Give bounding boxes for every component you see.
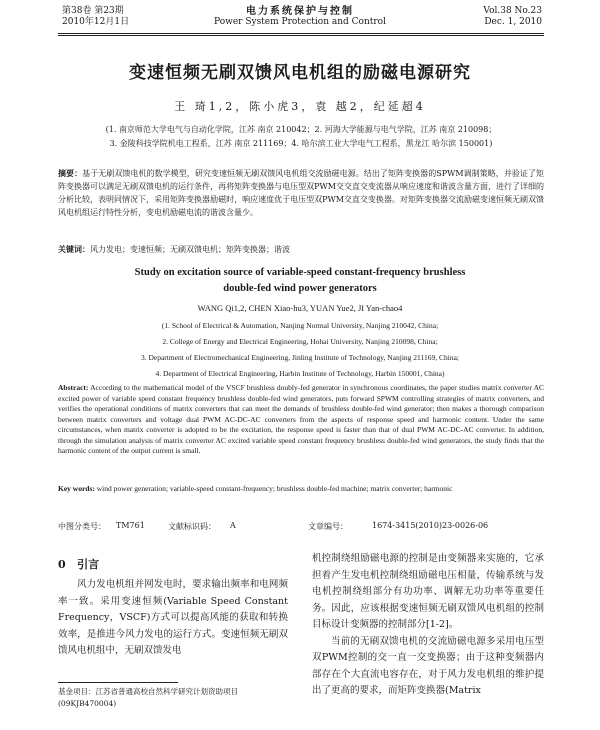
header-date-en: Dec. 1, 2010 <box>484 17 542 27</box>
abstract-en-label: Abstract: <box>58 383 89 392</box>
body-right-column <box>312 551 544 700</box>
section-title: 引言 <box>77 558 100 571</box>
keywords-en <box>58 484 544 495</box>
header-vol-no: Vol.38 No.23 <box>483 6 542 16</box>
abstract-cn-label: 摘要： <box>58 168 83 178</box>
header-date-cn: 2010年12月1日 <box>62 17 130 27</box>
doc-code-value: A <box>230 521 236 530</box>
doc-code-label: 文献标识码： <box>168 522 216 531</box>
paper-title-cn: 变速恒频无刷双馈风电机组的励磁电源研究 <box>129 63 471 83</box>
keywords-cn <box>58 243 544 256</box>
abstract-cn-text: 基于无刷双馈电机的数学模型，研究变速恒频无刷双馈风电机组交流励磁电源。结出了矩阵变换器的SPWM调制策略，并验证了矩阵变换器可以满足无刷双馈电机的运行条件，再将矩阵变换器与电压型双PWM交交直交变流器从响应速度和谐波含量方面，进行了详细的分析比较，表明同情况下，采用矩阵变换器励磁时，响应速度优于电压型双PWM交直交变换器。对矩阵变换器交流励磁变速恒频无刷双馈风电机组运行特性分析，变电机励磁电流的谐波含量少。 <box>58 169 545 217</box>
abstract-en-text: According to the mathematical model of the VSCF brushless doubly-fed generator in synchronous coordinates, the paper studies matrix converter AC excited power of variable speed constant frequency brushless double-fed wind generators, puts forward SPWM controlling strategies of matrix converters, and verifies the operational conditions of matrix converters that can meet the demands of brushless double-fed wind generator; then makes a thorough comparison between matrix converters and voltage dual PWM AC-DC-AC converters from the aspects of response speed and harmonic content. Under the same circumstances, when matrix converter is adopted to be the excitation, the response speed is faster than that of dual PWM AC-DC-AC converter. In addition, through the simulation analysis of matrix converter AC excited variable speed constant frequency brushless double-fed wind generators, the study finds that the harmonic content of the output current is small. <box>58 383 544 455</box>
clc-value: TM761 <box>116 521 145 530</box>
affiliation-en-line-4: 4. Department of Electrical Engineering, Harbin Institute of Technology, Harbin 150001, China) <box>155 369 445 378</box>
body-right-paragraph-1: 机控制绕组励磁电源的控制是由变频器来实施的，它承担着产生发电机控制绕组励磁电压相量，传输系统与发电机控制绕组部分有功功率、调解无功功率等重要任务。因此，应该根据变速恒频无刷双馈风电机组的控制目标设计变频器的控制部分[1-2]。 <box>312 553 544 630</box>
keywords-cn-text: 风力发电；变速恒频；无刷双馈电机；矩阵变换器；谐波 <box>90 245 290 254</box>
affiliation-en-line-1: (1. School of Electrical & Automation, Nanjing Normal University, Nanjing 210042, China; <box>161 321 439 330</box>
body-left-column: 风力发电机组并网发电时，要求输出频率和电网频率一致。采用变速恒频(Variable Speed Constant Frequency，VSCF)方式可以提高风能的获取和转换效率，是推进今风力发电的运行方式。变速恒频无刷双馈风电机组中，无刷双馈发电 <box>58 579 288 656</box>
journal-name-en: Power System Protection and Control <box>214 17 386 27</box>
article-no-value: 1674-3415(2010)23-0026-06 <box>372 521 489 530</box>
footnote-rule <box>58 682 178 683</box>
article-no-label: 文章编号： <box>308 522 348 531</box>
abstract-cn <box>58 167 544 219</box>
header-volume: 第38卷 第23期 <box>62 6 124 16</box>
section-heading <box>58 556 99 572</box>
keywords-cn-label: 关键词： <box>58 244 90 254</box>
paper-title-en-line-1: Study on excitation source of variable-speed constant-frequency brushless <box>134 267 466 278</box>
clc-label: 中图分类号： <box>58 522 106 531</box>
header-rule <box>58 33 544 34</box>
header-rule-thin <box>58 35 544 36</box>
abstract-en <box>58 383 544 457</box>
paper-title-en-line-2: double-fed wind power generators <box>223 283 377 294</box>
header-issue-info <box>483 6 542 28</box>
journal-name-cn: 电力系统保护与控制 <box>246 6 354 17</box>
section-number: 0 <box>58 558 66 571</box>
authors-cn: 王 琦1,2，陈小虎3，袁 越2，纪延超4 <box>174 100 426 113</box>
affiliation-en-line-2: 2. College of Energy and Electrical Engineering, Hohai University, Nanjing 210098, China; <box>162 337 438 346</box>
funding-footnote: 基金项目：江苏省普通高校自然科学研究计划资助项目(09KJB470004) <box>58 687 238 708</box>
affiliation-cn-line-2: 3. 金陵科技学院机电工程系，江苏 南京 211169；4. 哈尔滨工业大学电气工程系，黑龙江 哈尔滨 150001) <box>109 139 493 148</box>
affiliation-cn-line-1: (1. 南京师范大学电气与自动化学院，江苏 南京 210042；2. 河海大学能源与电气学院，江苏 南京 210098； <box>105 125 497 134</box>
authors-en: WANG Qi1,2, CHEN Xiao-hu3, YUAN Yue2, JI Yan-chao4 <box>197 303 403 313</box>
body-right-paragraph-2: 当前的无刷双馈电机的交流励磁电源多采用电压型双PWM控制的交一直一交变换器；由于这种变频器内部存在个大直流电容存在，对于风力发电机组的维护提出了更高的要求，而矩阵变换器(Matrix <box>312 635 544 696</box>
keywords-en-label: Key words: <box>58 484 95 493</box>
keywords-en-text: wind power generation; variable-speed constant-frequency; brushless double-fed machine; matrix converter; harmonic <box>96 484 453 493</box>
affiliation-en-line-3: 3. Department of Electromechanical Engineering, Jinling Institute of Technology, Nanjing 211169, China; <box>140 353 459 362</box>
